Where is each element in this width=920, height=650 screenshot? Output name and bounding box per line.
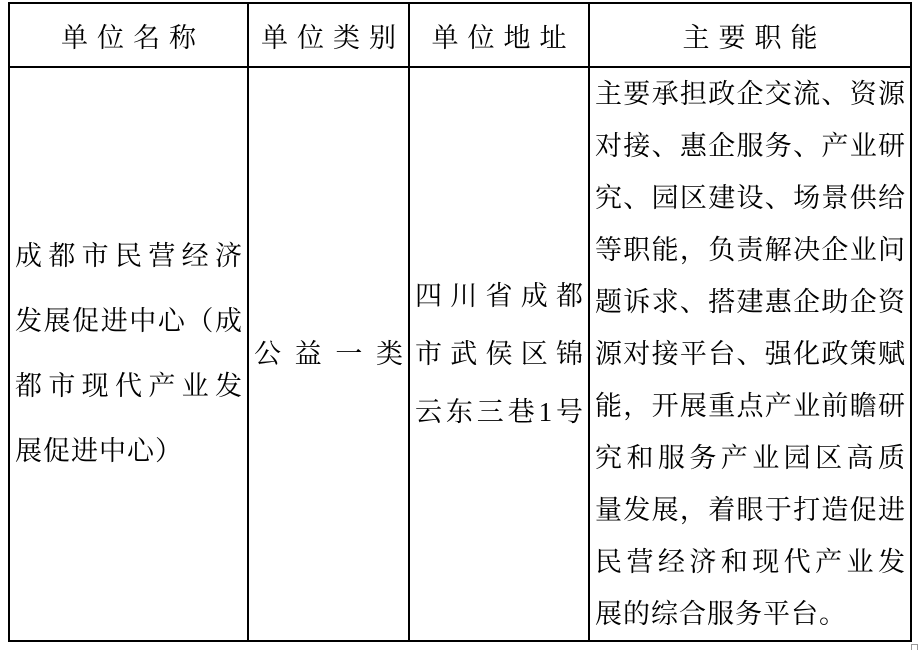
text-line: 展的综合服务平台。 (595, 599, 847, 629)
text-line: 究和服务产业园区高质 (595, 443, 905, 473)
cell-unit-address (409, 67, 589, 641)
cell-unit-name (9, 67, 248, 641)
text-line: 展促进中心） (15, 436, 183, 466)
cell-main-functions (589, 67, 911, 641)
text-line: 对接、惠企服务、产业研 (595, 131, 905, 161)
unit-info-table (8, 2, 912, 642)
text-line: 等职能，负责解决企业问 (595, 235, 905, 265)
table-resize-handle[interactable] (911, 644, 918, 650)
text-line: 究、园区建设、场景供给 (595, 183, 905, 213)
text-line: 市武侯区锦 (415, 339, 583, 369)
header-unit-address: 单位地址 (409, 3, 589, 67)
header-unit-name: 单位名称 (9, 3, 248, 67)
text-line: 公益一类 (254, 339, 403, 369)
header-row (9, 3, 911, 67)
text-line: 四川省成都 (415, 281, 583, 311)
cell-unit-category (248, 67, 409, 641)
text-line: 民营经济和现代产业发 (595, 547, 905, 577)
header-unit-category: 单位类别 (248, 3, 409, 67)
header-main-functions: 主要职能 (589, 3, 911, 67)
table-row (9, 67, 911, 641)
text-line: 量发展，着眼于打造促进 (595, 495, 905, 525)
text-line: 源对接平台、强化政策赋 (595, 339, 905, 369)
text-line: 题诉求、搭建惠企助企资 (595, 287, 905, 317)
text-line: 发展促进中心（成 (15, 306, 242, 336)
text-line: 云东三巷1号 (415, 397, 583, 427)
text-line: 能，开展重点产业前瞻研 (595, 391, 905, 421)
text-line: 主要承担政企交流、资源 (595, 79, 905, 109)
text-line: 成都市民营经济 (15, 241, 242, 271)
text-line: 都市现代产业发 (15, 371, 242, 401)
